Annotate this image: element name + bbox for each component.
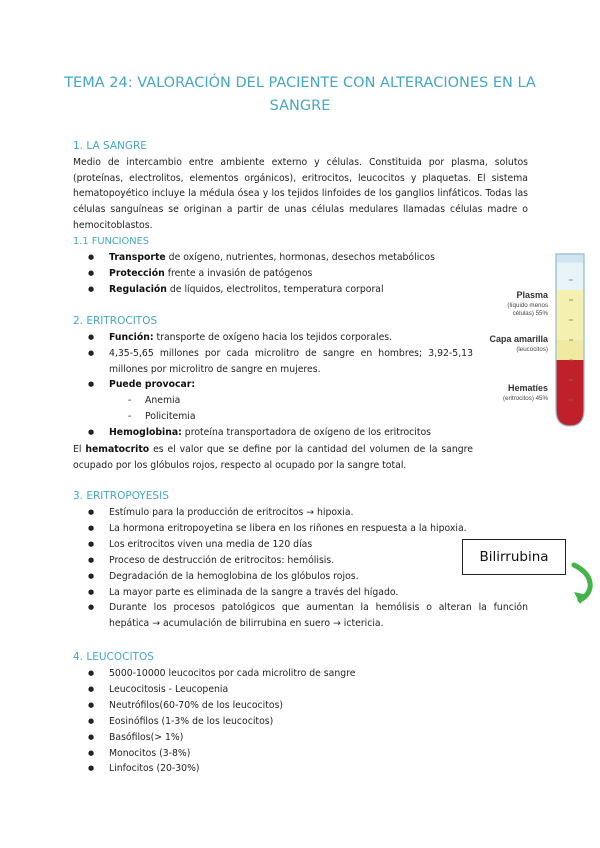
list-item (73, 714, 355, 730)
list-item (73, 282, 435, 298)
item-text: Basófilos(> 1%) (109, 731, 184, 743)
tube-cap (557, 255, 584, 263)
heading-eritropoyesis: 3. ERITROPOYESIS (73, 490, 169, 502)
list-item (73, 377, 473, 393)
list-funciones (73, 250, 435, 298)
list-item (73, 761, 355, 777)
list-item (73, 585, 528, 601)
list-item (73, 250, 435, 266)
hcto-pre: El (73, 444, 86, 455)
list-item (73, 330, 473, 346)
bilirrubina-label: Bilirrubina (479, 549, 549, 565)
list-item (73, 521, 528, 537)
item-text: Los eritrocitos viven una media de 120 días (109, 538, 313, 550)
capa-sub: (leucocitos) (516, 346, 548, 353)
list-leucocitos (73, 666, 355, 777)
item-text: 4,35-5,65 millones por cada microlitro de sangre en hombres; 3,92-5,13 millones por microlitro de sangre en mujeres. (109, 347, 473, 375)
page-title: TEMA 24: VALORACIÓN DEL PACIENTE CON ALTERACIONES EN LA SANGRE (64, 75, 536, 114)
item-text: La hormona eritropoyetina se libera en los riñones en respuesta a la hipoxia. (109, 522, 467, 534)
list-item (73, 569, 528, 585)
plasma-layer (557, 290, 584, 340)
list-item (73, 425, 473, 441)
list-item (73, 698, 355, 714)
list-item (73, 346, 473, 377)
item-text: Durante los procesos patológicos que aumentan la hemólisis o alteran la función hepática → acumulación de bilirrubina en suero → ictericia. (109, 602, 528, 630)
item-text: proteína transportadora de oxígeno de los eritrocitos (181, 427, 432, 439)
list-item (73, 746, 355, 762)
paragraph-hematocrito (73, 442, 473, 473)
bilirrubina-box (462, 539, 566, 575)
plasma-sub1: (líquido menos (507, 302, 548, 309)
list-eritropoyesis (73, 505, 528, 632)
item-bold: Hemoglobina: (109, 427, 182, 439)
item-text: 5000-10000 leucocitos por cada microlitro de sangre (109, 668, 356, 679)
blood-tube-figure (476, 250, 586, 430)
item-text: Anemia (145, 395, 181, 407)
hematies-label: Hematíes (507, 383, 548, 393)
item-text: transporte de oxígeno hacia los tejidos corporales. (153, 332, 393, 343)
list-item (73, 666, 355, 682)
heading-sangre: 1. LA SANGRE (73, 140, 147, 152)
hematies-sub: (eritrocitos) 45% (502, 395, 548, 402)
list-item (73, 730, 355, 746)
list-item (73, 266, 435, 282)
item-text: Estímulo para la producción de eritrocitos → hipoxia. (109, 507, 354, 518)
capa-label: Capa amarilla (489, 334, 548, 344)
item-bold: Puede provocar: (109, 379, 196, 391)
plasma-label: Plasma (516, 290, 548, 300)
item-bold: Protección (109, 267, 165, 279)
list-eritrocitos (73, 330, 473, 441)
item-text: Neutrófilos(60-70% de los leucocitos) (109, 699, 284, 711)
heading-eritrocitos: 2. ERITROCITOS (73, 315, 158, 327)
item-text: Linfocitos (20-30%) (109, 763, 200, 775)
sub-list-item (73, 409, 473, 425)
list-item (73, 553, 528, 569)
hcto-bold: hematocrito (85, 444, 150, 455)
sub-list-item (73, 393, 473, 409)
paragraph-sangre: Medio de intercambio entre ambiente externo y células. Constituida por plasma, solutos (proteínas, electrolitos, elementos orgánicos), eritrocitos, leucocitos y plaquetas. El sistema hematopoyético incluye la médula ósea y los tejidos linfoides de los ganglios linfáticos. Todas las células sanguíneas se originan a partir de unas células medulares llamadas células madre o hemocitoblastos. (73, 157, 528, 231)
item-bold: Transporte (109, 252, 166, 263)
plasma-sub2: células) 55% (512, 310, 548, 317)
item-text: Degradación de la hemoglobina de los glóbulos rojos. (109, 570, 359, 582)
item-text: Policitemia (145, 411, 196, 423)
heading-funciones: 1.1 FUNCIONES (73, 236, 150, 247)
curved-arrow-icon (568, 562, 598, 606)
item-text: Monocitos (3-8%) (109, 747, 191, 759)
list-item (73, 600, 528, 631)
list-item (73, 682, 355, 698)
buffy-coat-layer (557, 340, 584, 360)
list-item (73, 505, 528, 521)
item-bold: Regulación (109, 283, 167, 295)
item-text: de líquidos, electrolitos, temperatura corporal (166, 283, 384, 295)
item-bold: Función: (109, 332, 154, 343)
heading-leucocitos: 4. LEUCOCITOS (73, 651, 154, 663)
hcto-text: es el valor que se define por la cantidad del volumen de la sangre ocupado por los glóbulos rojos, respecto al ocupado por la sangre total. (73, 444, 473, 471)
item-text: frente a invasión de patógenos (164, 267, 313, 279)
list-item (73, 537, 528, 553)
hematies-layer (557, 360, 584, 425)
item-text: Eosinófilos (1-3% de los leucocitos) (109, 715, 274, 727)
item-text: La mayor parte es eliminada de la sangre a través del hígado. (109, 586, 399, 598)
item-text: Proceso de destrucción de eritrocitos: hemólisis. (109, 554, 335, 566)
item-text: Leucocitosis - Leucopenia (109, 683, 229, 695)
item-text: de oxígeno, nutrientes, hormonas, desechos metabólicos (165, 252, 435, 263)
